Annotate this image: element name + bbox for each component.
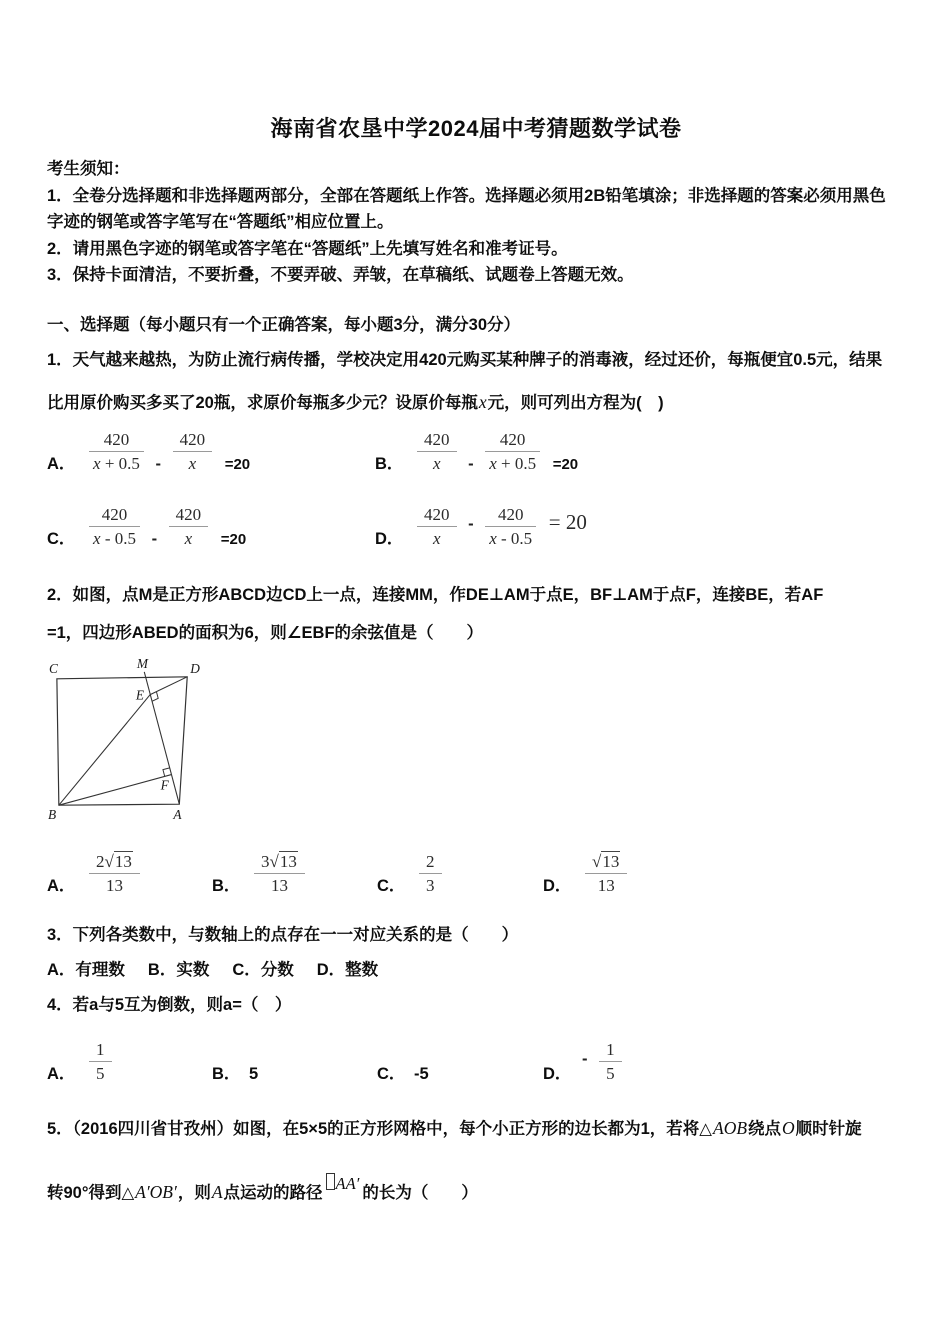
equals-sign: =20 (552, 455, 579, 473)
question-3-options (47, 957, 905, 983)
equals-sign: = 20 (548, 509, 587, 534)
variable-x: x (478, 391, 487, 412)
option-label: C． (47, 529, 76, 548)
option-label: D． (543, 1064, 572, 1083)
question-4-options (47, 1040, 905, 1084)
option-4d (543, 1040, 627, 1084)
option-value: 5 (249, 1064, 259, 1083)
sqrt-icon (270, 852, 279, 871)
vertex-label-M: M (136, 656, 148, 671)
minus-sign: - (155, 454, 161, 473)
notice-item-3: 3．保持卡面清洁，不要折叠，不要弄破、弄皱，在草稿纸、试题卷上答题无效。 (47, 266, 634, 284)
vertex-label-A: A (173, 806, 182, 822)
question-1-options (47, 430, 905, 549)
notice-item-1-line-2: 字迹的钢笔或答字笔写在“答题纸”相应位置上。 (47, 213, 394, 231)
option-3b: B．实数 (147, 960, 210, 979)
fraction: $\frac{420}{x}$ (417, 505, 457, 548)
fraction: $\frac{420}{x + 0.5}$ (485, 430, 540, 473)
sqrt-icon (105, 852, 114, 871)
fraction: $\frac{420}{x - 0.5}$ (89, 505, 140, 548)
triangle-AOB-label: AOB (713, 1117, 748, 1138)
minus-sign: - (468, 454, 474, 473)
question-2-line-1: 2．如图，点M是正方形ABCD边CD上一点，连接MM，作DE⊥AM于点E，BF⊥AM于点F，连接BE，若AF (47, 585, 824, 604)
fraction: $\frac{1}{5}$ (89, 1040, 112, 1083)
option-2a (47, 852, 212, 896)
sqrt-radical: √ 13 (105, 851, 133, 871)
option-label: B． (212, 876, 241, 895)
fraction: $\frac{420}{x}$ (173, 430, 213, 473)
minus-sign: - (582, 1049, 588, 1068)
fraction: $\frac{2 √ 13}{13}$ (89, 852, 140, 895)
option-label: D． (543, 876, 572, 895)
question-5-line-2: 转90°得到△A′OB′，则A点运动的路径 AA′ 的长为（ ） (47, 1171, 905, 1206)
arc-AA-notation: AA′ (326, 1171, 360, 1197)
option-2d (543, 852, 632, 896)
question-1-options-row-1 (47, 430, 905, 474)
fraction: $\frac{3 √ 13}{13}$ (254, 852, 305, 895)
option-1d (375, 505, 587, 549)
question-1-line-1: 1．天气越来越热，为防止流行病传播，学校决定用420元购买某种牌子的消毒液，经过还价，每瓶便宜0.5元，结果 (47, 350, 883, 369)
sqrt-icon (592, 852, 601, 871)
option-2c (377, 852, 543, 896)
option-label: B． (212, 1064, 241, 1083)
option-label: A． (47, 876, 76, 895)
option-label: A． (47, 454, 76, 473)
sqrt-radical: √ 13 (270, 851, 298, 871)
sqrt-radical: √ 13 (592, 851, 620, 871)
option-label: C． (377, 1064, 406, 1083)
option-2b (212, 852, 377, 896)
option-label: B． (375, 454, 404, 473)
fraction: $\frac{420}{x + 0.5}$ (89, 430, 144, 473)
option-label: A． (47, 1064, 76, 1083)
triangle-A1OB1-label: A′OB′ (135, 1181, 177, 1202)
option-1c (47, 505, 375, 549)
square-geometry-figure (47, 657, 205, 825)
candidate-notice (47, 156, 905, 289)
point-A-label: A (211, 1181, 223, 1202)
minus-sign: - (151, 529, 158, 548)
page-title: 海南省农垦中学2024届中考猜题数学试卷 (270, 116, 682, 141)
question-2-line-2: =1，四边形ABED的面积为6，则∠EBF的余弦值是（ ） (47, 623, 484, 642)
question-2-figure (47, 657, 905, 830)
minus-sign: - (468, 514, 474, 533)
option-4b (212, 1060, 377, 1084)
notice-item-1-line-1: 1．全卷分选择题和非选择题两部分，全部在答题纸上作答。选择题必须用2B铅笔填涂；非选择题的答案必须用黑色 (47, 186, 886, 205)
notice-item-2: 2．请用黑色字迹的钢笔或答字笔在“答题纸”上先填写姓名和准考证号。 (47, 239, 568, 258)
option-label: D． (375, 529, 404, 548)
option-1b (375, 430, 578, 474)
equals-sign: =20 (220, 530, 247, 548)
option-1a (47, 430, 375, 474)
option-4a (47, 1040, 212, 1084)
vertex-label-C: C (48, 660, 58, 676)
vertex-label-E: E (135, 687, 145, 703)
notice-heading: 考生须知： (47, 160, 130, 178)
option-3d: D．整数 (316, 960, 379, 979)
question-1-options-row-2 (47, 505, 905, 549)
point-O-label: O (782, 1117, 795, 1138)
fraction: $\frac{420}{x}$ (417, 430, 457, 473)
fraction: $\frac{420}{x}$ (169, 505, 209, 548)
fraction: $\frac{420}{x - 0.5}$ (485, 505, 536, 548)
segment-BE (59, 694, 150, 805)
section-1-heading: 一、选择题（每小题只有一个正确答案，每小题3分，满分30分） (47, 315, 521, 334)
segment-BF (59, 774, 172, 805)
fraction: $\frac{2}{3}$ (419, 852, 442, 895)
vertex-label-B: B (47, 806, 57, 822)
option-label: C． (377, 876, 406, 895)
question-5-line-1: 5．（2016四川省甘孜州）如图，在5×5的正方形网格中，每个小正方形的边长都为1，若将△AOB绕点O顺时针旋 (47, 1117, 862, 1138)
option-3a: A．有理数 (47, 960, 125, 979)
vertex-label-F: F (160, 776, 169, 792)
arc-symbol-icon (326, 1173, 335, 1190)
question-3-text: 3．下列各类数中，与数轴上的点存在一一对应关系的是（ ） (47, 925, 519, 944)
question-1-line-2: 比用原价购买多买了20瓶，求原价每瓶多少元？设原价每瓶x元，则可列出方程为( ) (47, 391, 664, 412)
option-3c: C．分数 (232, 960, 294, 979)
fraction: √ $\frac{13}{13}$ (585, 852, 627, 895)
equals-sign: =20 (224, 455, 251, 473)
question-2-options (47, 852, 905, 896)
option-4c (377, 1060, 543, 1084)
option-value: -5 (414, 1064, 429, 1083)
vertex-label-D: D (190, 660, 200, 676)
segment-DE (150, 676, 187, 694)
fraction: $\frac{1}{5}$ (599, 1040, 622, 1083)
question-4-text: 4．若a与5互为倒数，则a=（ ） (47, 995, 292, 1014)
